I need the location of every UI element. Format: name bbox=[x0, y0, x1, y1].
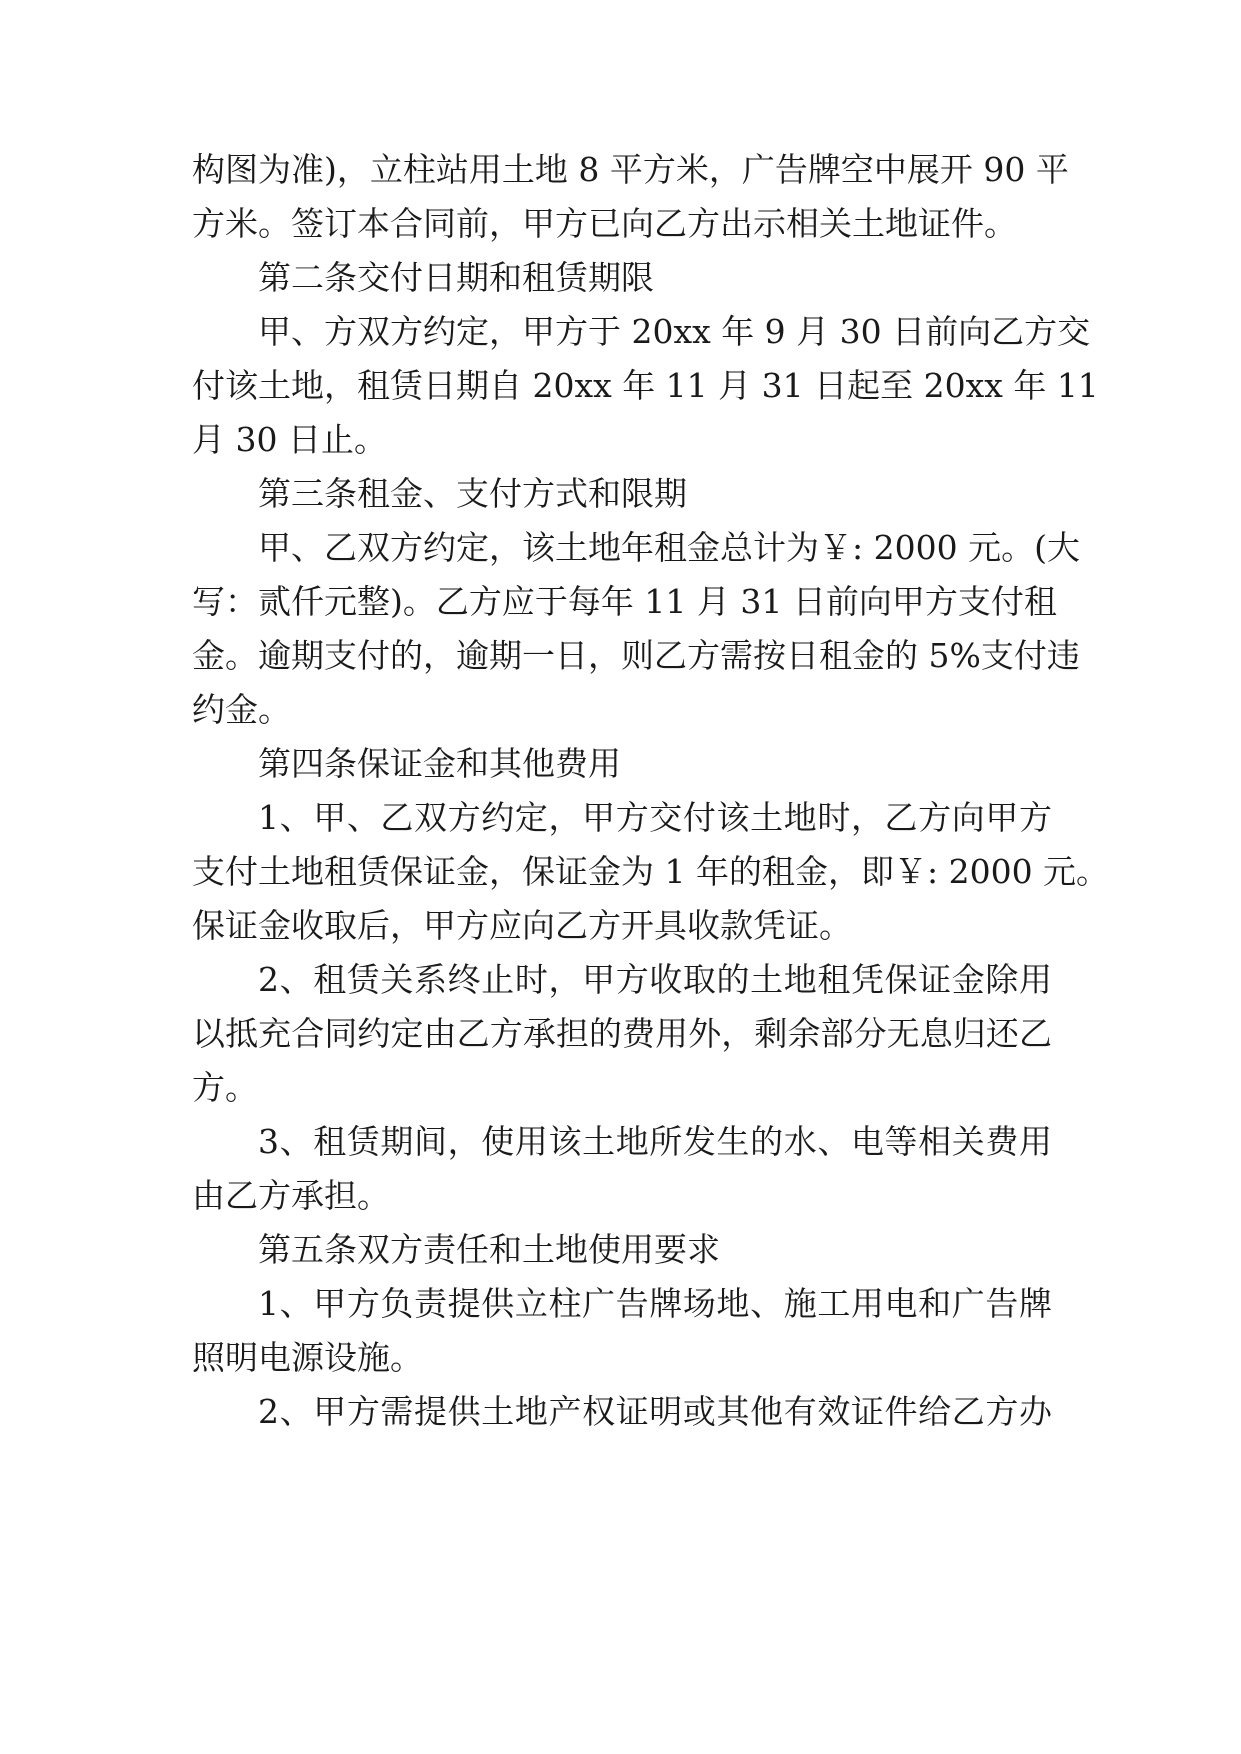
text-line: 付该土地，租赁日期自 20xx 年 11 月 31 日起至 20xx 年 11 bbox=[192, 366, 1099, 405]
text-line: 2、租赁关系终止时，甲方收取的土地租凭保证金除用 bbox=[258, 960, 1052, 999]
text-line: 以抵充合同约定由乙方承担的费用外，剩余部分无息归还乙 bbox=[192, 1014, 1052, 1053]
section-heading: 第四条保证金和其他费用 bbox=[258, 744, 621, 783]
text-line: 3、租赁期间，使用该土地所发生的水、电等相关费用 bbox=[258, 1122, 1052, 1161]
text-line: 1、甲方负责提供立柱广告牌场地、施工用电和广告牌 bbox=[258, 1284, 1052, 1323]
text-line: 方米。签订本合同前，甲方已向乙方出示相关土地证件。 bbox=[192, 204, 1017, 243]
text-line: 写：贰仟元整)。乙方应于每年 11 月 31 日前向甲方支付租 bbox=[192, 582, 1057, 621]
text-line: 甲、方双方约定，甲方于 20xx 年 9 月 30 日前向乙方交 bbox=[258, 312, 1091, 351]
text-line: 构图为准)，立柱站用土地 8 平方米，广告牌空中展开 90 平 bbox=[192, 150, 1069, 189]
text-line: 照明电源设施。 bbox=[192, 1338, 423, 1377]
text-line: 2、甲方需提供土地产权证明或其他有效证件给乙方办 bbox=[258, 1392, 1052, 1431]
text-line: 支付土地租赁保证金，保证金为 1 年的租金，即￥: 2000 元。 bbox=[192, 852, 1110, 891]
text-line: 金。逾期支付的，逾期一日，则乙方需按日租金的 5%支付违 bbox=[192, 636, 1080, 675]
text-line: 甲、乙双方约定，该土地年租金总计为￥: 2000 元。(大 bbox=[258, 528, 1080, 567]
section-heading: 第三条租金、支付方式和限期 bbox=[258, 474, 687, 513]
text-line: 保证金收取后，甲方应向乙方开具收款凭证。 bbox=[192, 906, 852, 945]
text-line: 约金。 bbox=[192, 690, 291, 729]
text-line: 月 30 日止。 bbox=[192, 420, 387, 459]
text-line: 1、甲、乙双方约定，甲方交付该土地时，乙方向甲方 bbox=[258, 798, 1052, 837]
section-heading: 第五条双方责任和土地使用要求 bbox=[258, 1230, 720, 1269]
text-line: 方。 bbox=[192, 1068, 258, 1107]
section-heading: 第二条交付日期和租赁期限 bbox=[258, 258, 654, 297]
text-line: 由乙方承担。 bbox=[192, 1176, 390, 1215]
